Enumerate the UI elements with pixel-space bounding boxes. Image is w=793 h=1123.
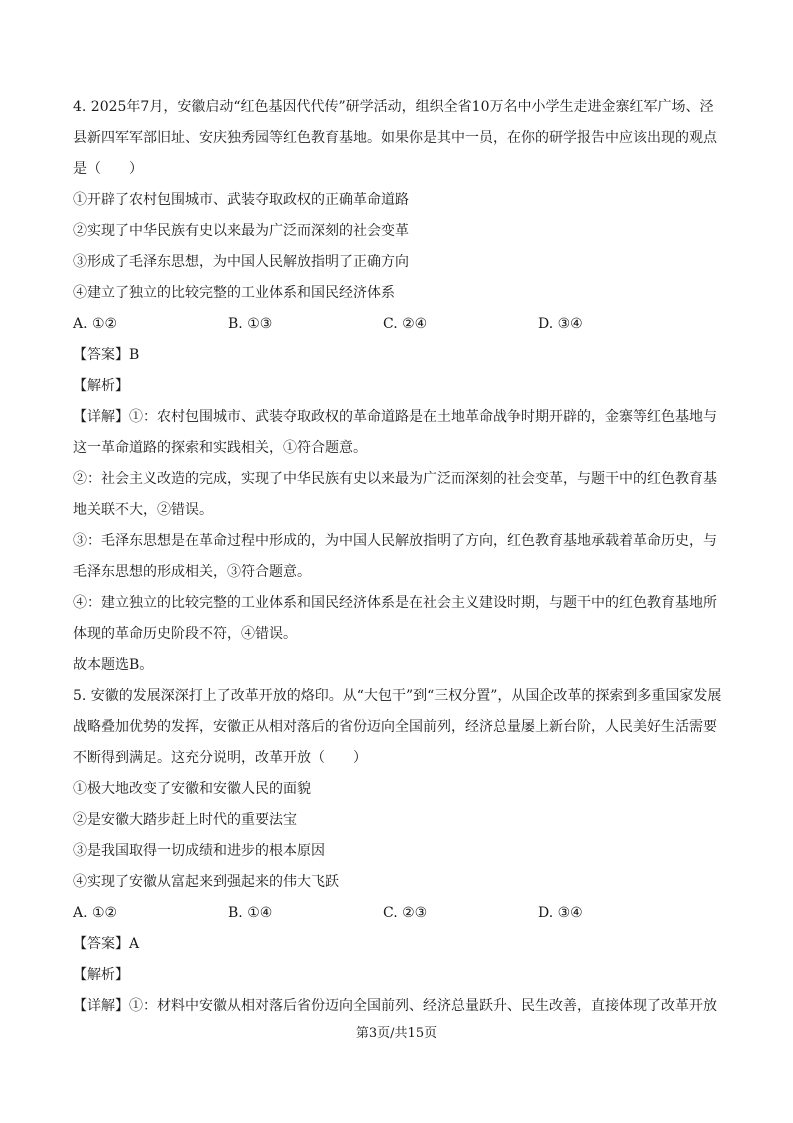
q4-detail-2: ②：社会主义改造的完成，实现了中华民族有史以来最为广泛而深刻的社会变革，与题干中的红色教育基地关联不大，②错误。 [73,471,717,518]
q4-options [73,309,693,340]
question-4-stem: 4. 2025年7月，安徽启动“红色基因代代传”研学活动，组织全省10万名中小学生走进金寨红军广场、泾县新四军军部旧址、安庆独秀园等红色教育基地。如果你是其中一员，在你的研学报告中应该出现的观点是（ ） [73,99,717,177]
q4-conclusion: 故本题选B。 [73,657,154,673]
q5-answer: 【答案】A [73,936,140,952]
q4-detail-1: 【详解】①：农村包围城市、武装夺取政权的革命道路是在土地革命战争时期开辟的，金寨等红色基地与这一革命道路的探索和实践相关，①符合题意。 [73,409,717,456]
page-content [73,92,723,1022]
q4-option-c: C. ②④ [383,316,428,332]
q4-option-a: A. ①② [73,316,118,332]
q4-statement-1: ①开辟了农村包围城市、武装夺取政权的正确革命道路 [73,192,409,208]
page-number-footer: 第3页/共15页 [355,1026,438,1041]
q4-answer: 【答案】B [73,347,140,363]
q5-statement-2: ②是安徽大踏步赶上时代的重要法宝 [73,812,297,828]
q5-option-b: B. ①④ [228,905,273,921]
q4-option-b: B. ①③ [228,316,273,332]
q5-option-d: D. ③④ [538,905,583,921]
q5-statement-3: ③是我国取得一切成绩和进步的根本原因 [73,843,325,859]
q4-detail-3: ③：毛泽东思想是在革命过程中形成的，为中国人民解放指明了方向，红色教育基地承载着革命历史，与毛泽东思想的形成相关，③符合题意。 [73,533,717,580]
q5-statement-1: ①极大地改变了安徽和安徽人民的面貌 [73,781,311,797]
q4-option-d: D. ③④ [538,316,583,332]
q5-analysis-label: 【解析】 [73,967,129,983]
question-5-stem: 5. 安徽的发展深深打上了改革开放的烙印。从“大包干”到“三权分置”，从国企改革的探索到多重国家发展战略叠加优势的发挥，安徽正从相对落后的省份迈向全国前列，经济总量屡上新台阶，人民美好生活需要不断得到满足。这充分说明，改革开放（ ） [73,688,722,766]
q5-detail-1: 【详解】①：材料中安徽从相对落后省份迈向全国前列、经济总量跃升、民生改善，直接体现了改革开放 [73,998,717,1014]
q4-statement-2: ②实现了中华民族有史以来最为广泛而深刻的社会变革 [73,223,409,239]
q4-detail-4: ④：建立独立的比较完整的工业体系和国民经济体系是在社会主义建设时期，与题干中的红色教育基地所体现的革命历史阶段不符，④错误。 [73,595,717,642]
q4-statement-4: ④建立了独立的比较完整的工业体系和国民经济体系 [73,285,395,301]
q4-analysis-label: 【解析】 [73,378,129,394]
q5-statement-4: ④实现了安徽从富起来到强起来的伟大飞跃 [73,874,339,890]
q5-options [73,898,693,929]
q5-option-c: C. ②③ [383,905,428,921]
q5-option-a: A. ①② [73,905,118,921]
q4-statement-3: ③形成了毛泽东思想，为中国人民解放指明了正确方向 [73,254,409,270]
